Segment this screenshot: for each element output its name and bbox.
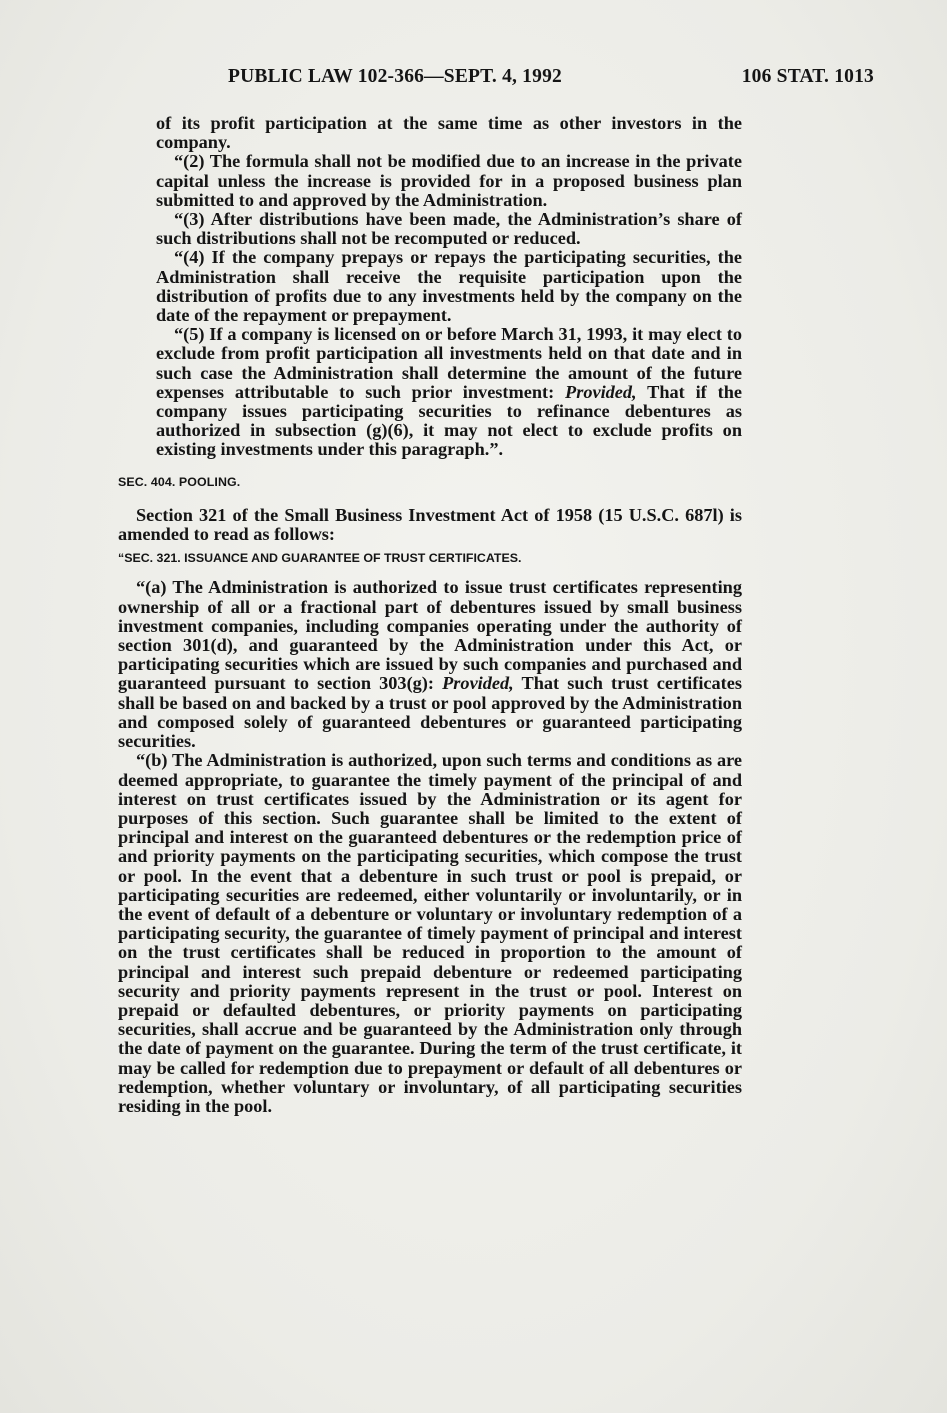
paragraph-b: “(b) The Administration is authorized, upon such terms and conditions as are deemed appropriate, to guarantee the timely payment of the principal of and interest on trust certificates issued by the Administration or its agent for purposes of this section. Such guarantee shall be limited to the extent of principal and interest on the guaranteed debentures or the redemption price of and priority payments on the participating securities, which compose the trust or pool. In the event that a debenture in such trust or pool is prepaid, or participating securities are redeemed, either voluntarily or involuntarily, or in the event of default of a debenture or voluntary or involuntary redemption of a participating security, the guarantee of timely payment of principal and interest on the trust certificates shall be reduced in proportion to the amount of principal and interest such prepaid debenture or redeemed participating security and priority payments represent in the trust or pool. Interest on prepaid or defaulted debentures, or priority payments on participating securities, shall accrue and be guaranteed by the Administration only through the date of payment on the guarantee. During the term of the trust certificate, it may be called for redemption due to prepayment or default of all debentures or redemption, whether voluntary or involuntary, of all participating securities residing in the pool. [118,750,742,1116]
document-body [118,114,742,1116]
header-stat-citation: 106 STAT. 1013 [741,66,874,87]
paragraph-a-proviso: Provided, [442,673,514,694]
paragraph-2: “(2) The formula shall not be modified due to an increase in the private capital unless the increase is provided for in a proposed business plan submitted to and approved by the Administration. [156,151,742,210]
paragraph-5-text-a: “(5) If a company is licensed on or before March 31, 1993, it may elect to exclude from profit participation all investments held on that date and in such case the Administration shall determine the amount of the future expenses attributable to such prior investment: [156,324,742,402]
page-header [118,66,880,96]
paragraph-continuation: of its profit participation at the same time as other investors in the company. [156,113,742,153]
paragraph-section-321-intro: Section 321 of the Small Business Investment Act of 1958 (15 U.S.C. 687l) is amended to read as follows: [118,504,742,545]
header-title: PUBLIC LAW 102-366—SEPT. 4, 1992 [228,66,562,87]
paragraph-4: “(4) If the company prepays or repays the participating securities, the Administration shall receive the requisite participation upon the distribution of profits due to any investments held by the company on the date of the repayment or prepayment. [156,247,742,326]
paragraph-a-text-a: “(a) The Administration is authorized to issue trust certificates representing ownership of all or a fractional part of debentures issued by small business investment companies, including companies operating under the authority of section 301(d), and guaranteed by the Administration under this Act, or participating securities which are issued by such companies and purchased and guaranteed pursuant to section 303(g): [118,577,742,694]
paragraph-3: “(3) After distributions have been made, the Administration’s share of such distributions shall not be recomputed or reduced. [156,209,742,249]
paragraph-a [118,578,742,751]
paragraph-5-proviso: Provided, [565,381,637,402]
section-321-heading: “SEC. 321. ISSUANCE AND GUARANTEE OF TRUST CERTIFICATES. [118,551,522,566]
paragraph-a-text-b: That such trust certificates shall be based on and backed by a trust or pool approved by the Administration and composed solely of guaranteed debentures or guaranteed participating securities. [118,673,743,752]
paragraph-5-text-b: That if the company issues participating securities to refinance debentures as authorized in subsection (g)(6), it may not elect to exclude profits on existing investments under this paragraph.”. [156,381,742,460]
section-404-heading: SEC. 404. POOLING. [118,474,241,489]
paragraph-5 [118,325,742,459]
